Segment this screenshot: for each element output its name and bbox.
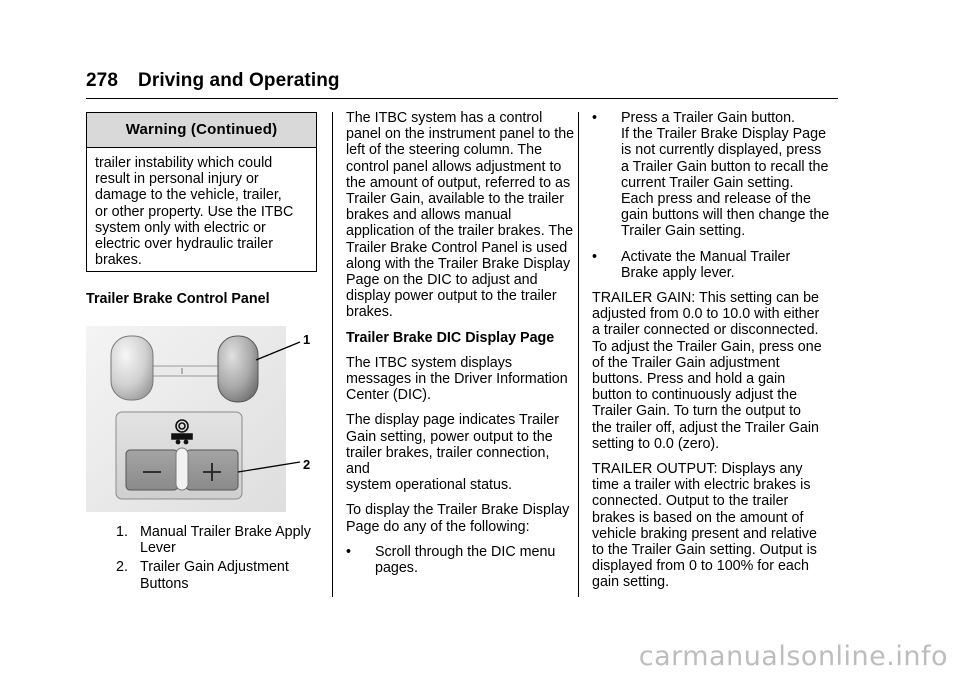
caption-number: 1. (116, 524, 128, 540)
caption-text (140, 524, 311, 556)
bullet-text: Press a Trailer Gain button. If the Trailer Brake Display Page is not currently displayed, press a Trailer Gain button to recall the current Trailer Gain setting. Each press and release of the gain buttons will then change the Trailer Gain setting. (621, 110, 830, 240)
manual-brake-lever (218, 336, 258, 402)
paragraph: TRAILER OUTPUT: Displays any time a trailer with electric brakes is connected. Output to the trailer brakes is based on the amount of vehicle braking present and relative to the Trailer Gain setting. Output is displayed from 0 to 100% for each gain setting. (592, 461, 817, 591)
header-rule (86, 98, 838, 99)
warning-title: Warning (Continued) (87, 113, 316, 148)
bullet-item (346, 544, 576, 576)
warning-line: electric over hydraulic trailer (95, 236, 273, 253)
warning-line: or other property. Use the ITBC (95, 203, 294, 220)
caption-item (116, 559, 321, 591)
bullet-icon: • (346, 543, 352, 560)
warning-line: damage to the vehicle, trailer, (95, 187, 282, 204)
paragraph: The ITBC system displays messages in the Driver Information Center (DIC). (346, 354, 568, 404)
caption-number: 2. (116, 559, 128, 576)
caption-line: Buttons (140, 575, 189, 592)
paragraph: TRAILER GAIN: This setting can be adjusted from 0.0 to 10.0 with either a trailer connected or disconnected. To adjust the Trailer Gain, press one of the Trailer Gain adjustment buttons. Press and hold a gain button to continuously adjust the Trailer Gain. To turn the output to the trailer off, adjust the Trailer Gain setting to 0.0 (zero). (592, 290, 822, 452)
page-number: 278 (86, 70, 119, 91)
caption-text (140, 559, 289, 591)
callout-2: 2 (303, 457, 311, 472)
bullet-item (592, 110, 842, 240)
column-divider-2 (578, 112, 579, 597)
bullet-icon: • (592, 110, 598, 126)
caption-item (116, 524, 321, 556)
subheading: Trailer Brake DIC Display Page (346, 329, 555, 346)
warning-line: result in personal injury or (95, 171, 259, 188)
warning-box (86, 112, 317, 272)
bullet-text: Scroll through the DIC menu pages. (375, 543, 556, 577)
column-divider-1 (332, 112, 333, 597)
page-title: Driving and Operating (138, 70, 340, 91)
paragraph: The display page indicates Trailer Gain setting, power output to the trailer brakes, trailer connection, and system operational status. (346, 412, 559, 494)
paragraph: The ITBC system has a control panel on the instrument panel to the left of the steering column. The control panel allows adjustment to the amount of output, referred to as Trailer Gain, available to the trailer brakes and allows manual application of the trailer brakes. The Trailer Brake Control Panel is used along with the Trailer Brake Display Page on the DIC to adjust and display power output to the trailer brakes. (346, 110, 575, 321)
warning-line: system only with electric or (95, 219, 266, 236)
caption-line: Manual Trailer Brake Apply (140, 524, 311, 540)
bullet-icon: • (592, 248, 598, 265)
callout-1: 1 (303, 332, 311, 347)
trailer-brake-panel-figure (86, 322, 321, 515)
bullet-text: Activate the Manual Trailer Brake apply lever. (621, 248, 791, 281)
gain-minus-button[interactable] (126, 450, 178, 490)
page-header (86, 70, 340, 92)
warning-line: brakes. (95, 252, 142, 269)
caption-line: Lever (140, 540, 176, 557)
watermark: carmanualsonline.info (638, 641, 948, 672)
caption-line: Trailer Gain Adjustment (140, 559, 289, 576)
paragraph: To display the Trailer Brake Display Page do any of the following: (346, 502, 570, 535)
right-column (592, 110, 842, 600)
middle-column (346, 110, 576, 585)
warning-body (87, 148, 316, 268)
warning-line: trailer instability which could (95, 155, 273, 171)
center-post (176, 448, 188, 490)
section-title: Trailer Brake Control Panel (86, 291, 270, 307)
bullet-item (592, 249, 842, 281)
figure-captions (116, 524, 321, 595)
lever-left-pad (111, 336, 153, 400)
